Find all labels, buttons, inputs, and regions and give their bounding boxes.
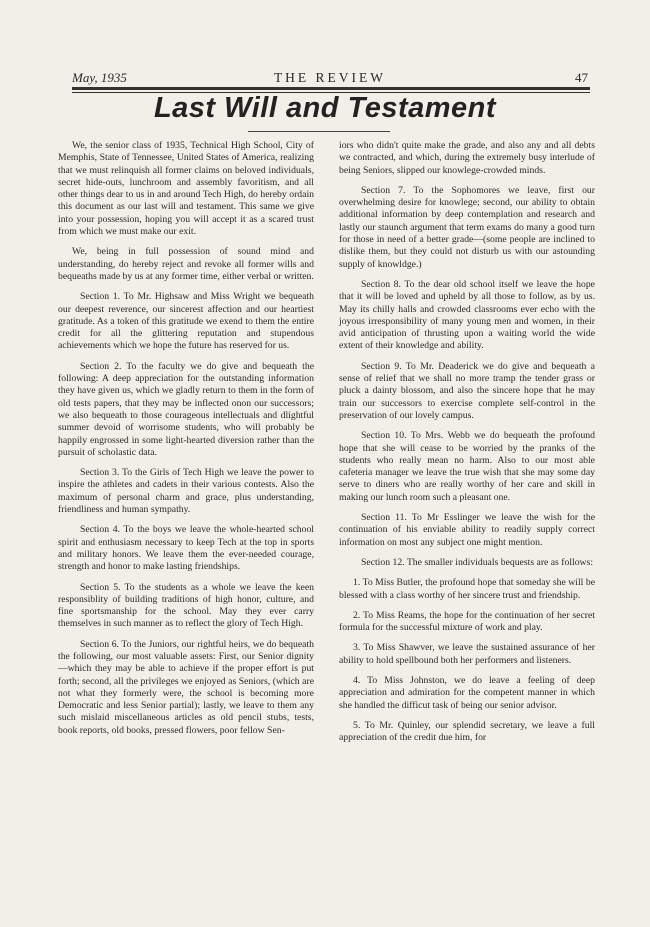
paragraph: Section 6. To the Juniors, our rightful heirs, we do bequeath the following, our most valuable assets: First, our Senior dignity—which they may be able to achieve if the proper effort is put forth; second, all the privileges we enjoyed as Seniors, (which are not what they formerly were, the school is becoming more Democratic and less Senior partial); lastly, we leave to them any such mislaid miscellaneous articles as old pencil stubs, tests, book reports, old books, pressed flowers, poor fellow Sen-	[58, 638, 314, 736]
page-number: 47	[575, 70, 588, 85]
list-item: 4. To Miss Johnston, we do leave a feeling of deep appreciation and admiration for the competent manner in which she handled the difficut task of being our senior advisor.	[339, 674, 595, 711]
article-title: Last Will and Testament	[153, 92, 497, 124]
paragraph: iors who didn't quite make the grade, and also any and all debts we contracted, and which, during the extremely busy interlude of being Seniors, slipped our knowlege-crowded minds.	[339, 140, 595, 176]
right-column	[339, 140, 595, 752]
list-item: 3. To Miss Shawver, we leave the sustained assurance of her ability to hold spellbound both her performers and listeners.	[339, 642, 595, 666]
paragraph: Section 3. To the Girls of Tech High we leave the power to inspire the athletes and cadets in their various contests. Also the maximum of personal charm and grace, plus understanding, friendliness and human sympathy.	[58, 467, 314, 516]
running-head	[72, 70, 588, 86]
paragraph: We, being in full possession of sound mind and understanding, do hereby reject and revoke all former wills and bequeaths made by us at any former time, either verbal or written.	[58, 246, 314, 282]
paragraph: Section 2. To the faculty we do give and bequeath the following: A deep appreciation for the outstanding information they have given us, which we gladly return to them in the form of old tests papers, that they may be inflected onon our successors; we also bequeath to those courageous intellectuals and dlightful summer devoid of worrisome students, who will probably be happily engrossed in some light-hearted diversion rather than the pursuit of scholastic data.	[58, 360, 314, 458]
paragraph: Section 8. To the dear old school itself we leave the hope that it will be loved and upheld by all those to follow, as by us. May its chilly halls and crowded classrooms ever echo with the joyous irresponsibility of many young men and women, in their avid anticipation of thrusting upon a waiting world the wide extent of their knowledge and ability.	[339, 278, 595, 352]
paragraph: Section 12. The smaller individuals bequests are as follows:	[361, 556, 594, 568]
paragraph: Section 5. To the students as a whole we leave the keen responsiblity of building traditions of high honor, culture, and fine sportsmanship for the school. May they ever carry themselves in such manner as to reflect the glory of Tech High.	[58, 581, 314, 630]
paragraph: Section 10. To Mrs. Webb we do bequeath the profound hope that she will cease to be worried by the pranks of the students who really mean no harm. Also to our most able cafeteria manager we leave the true wish that she may some day serve to diners who are really worthy of her care and skill in making our lunch room such a pleasant one.	[339, 430, 595, 503]
list-item: 5. To Mr. Quinley, our splendid secretary, we leave a full appreciation of the credit due him, for	[339, 719, 595, 744]
paragraph: Section 9. To Mr. Deaderick we do give and bequeath a sense of relief that we shall no more tramp the tender grass or pluck a dainty blossom, and also the sincere hope that he may train our successors to exercise complete self-control in the preservation of our lovely campus.	[339, 360, 595, 421]
list-item: 2. To Miss Reams, the hope for the continuation of her secret formula for the successful mixture of work and play.	[339, 609, 595, 634]
title-underline	[248, 131, 390, 132]
paragraph: Section 4. To the boys we leave the whole-hearted school spirit and enthusiasm necessary to keep Tech at the top in sports and military honors. We leave them the ever-needed courage, strength and honor to make lasting friendships.	[58, 524, 314, 573]
paragraph: Section 1. To Mr. Highsaw and Miss Wright we bequeath our deepest reverence, our sincerest affection and our heartiest gratitude. As a token of this gratitude we exend to them the entire credit for all the glittering reputation and stupendous achievements which we hope the future has reserved for us.	[58, 291, 314, 352]
paragraph: Section 11. To Mr Esslinger we leave the wish for the continuation of his enviable ability to readily supply correct information on most any subject one might mention.	[339, 512, 595, 548]
list-item: 1. To Miss Butler, the profound hope that someday she will be blessed with a class worthy of her sincere trust and friendship.	[339, 577, 595, 601]
header-rule-thick	[72, 87, 590, 90]
paragraph: We, the senior class of 1935, Technical High School, City of Memphis, State of Tennessee, United States of America, realizing that we must relinquish all former claims on beloved individuals, secret hide-outs, lunchroom and assembly favoritism, and all other things dear to us in and around Tech High, do hereby ordain this document as our last will and testament. This same we give into your possession, hoping you will accept it as a scared trust from which we must make our exit.	[58, 140, 314, 238]
left-column	[58, 140, 314, 745]
paragraph: Section 7. To the Sophomores we leave, first our overwhelming desire for knowlege; second, our ability to obtain additional information by deep contemplation and research and lastly our staunch argument that term exams do many a good turn for those in need of a better grade—(some people are inclined to dislike them, but they could not disturb us with our astounding supply of knowldge.)	[339, 184, 595, 270]
issue-date: May, 1935	[72, 70, 127, 85]
publication-name: THE REVIEW	[273, 70, 387, 85]
